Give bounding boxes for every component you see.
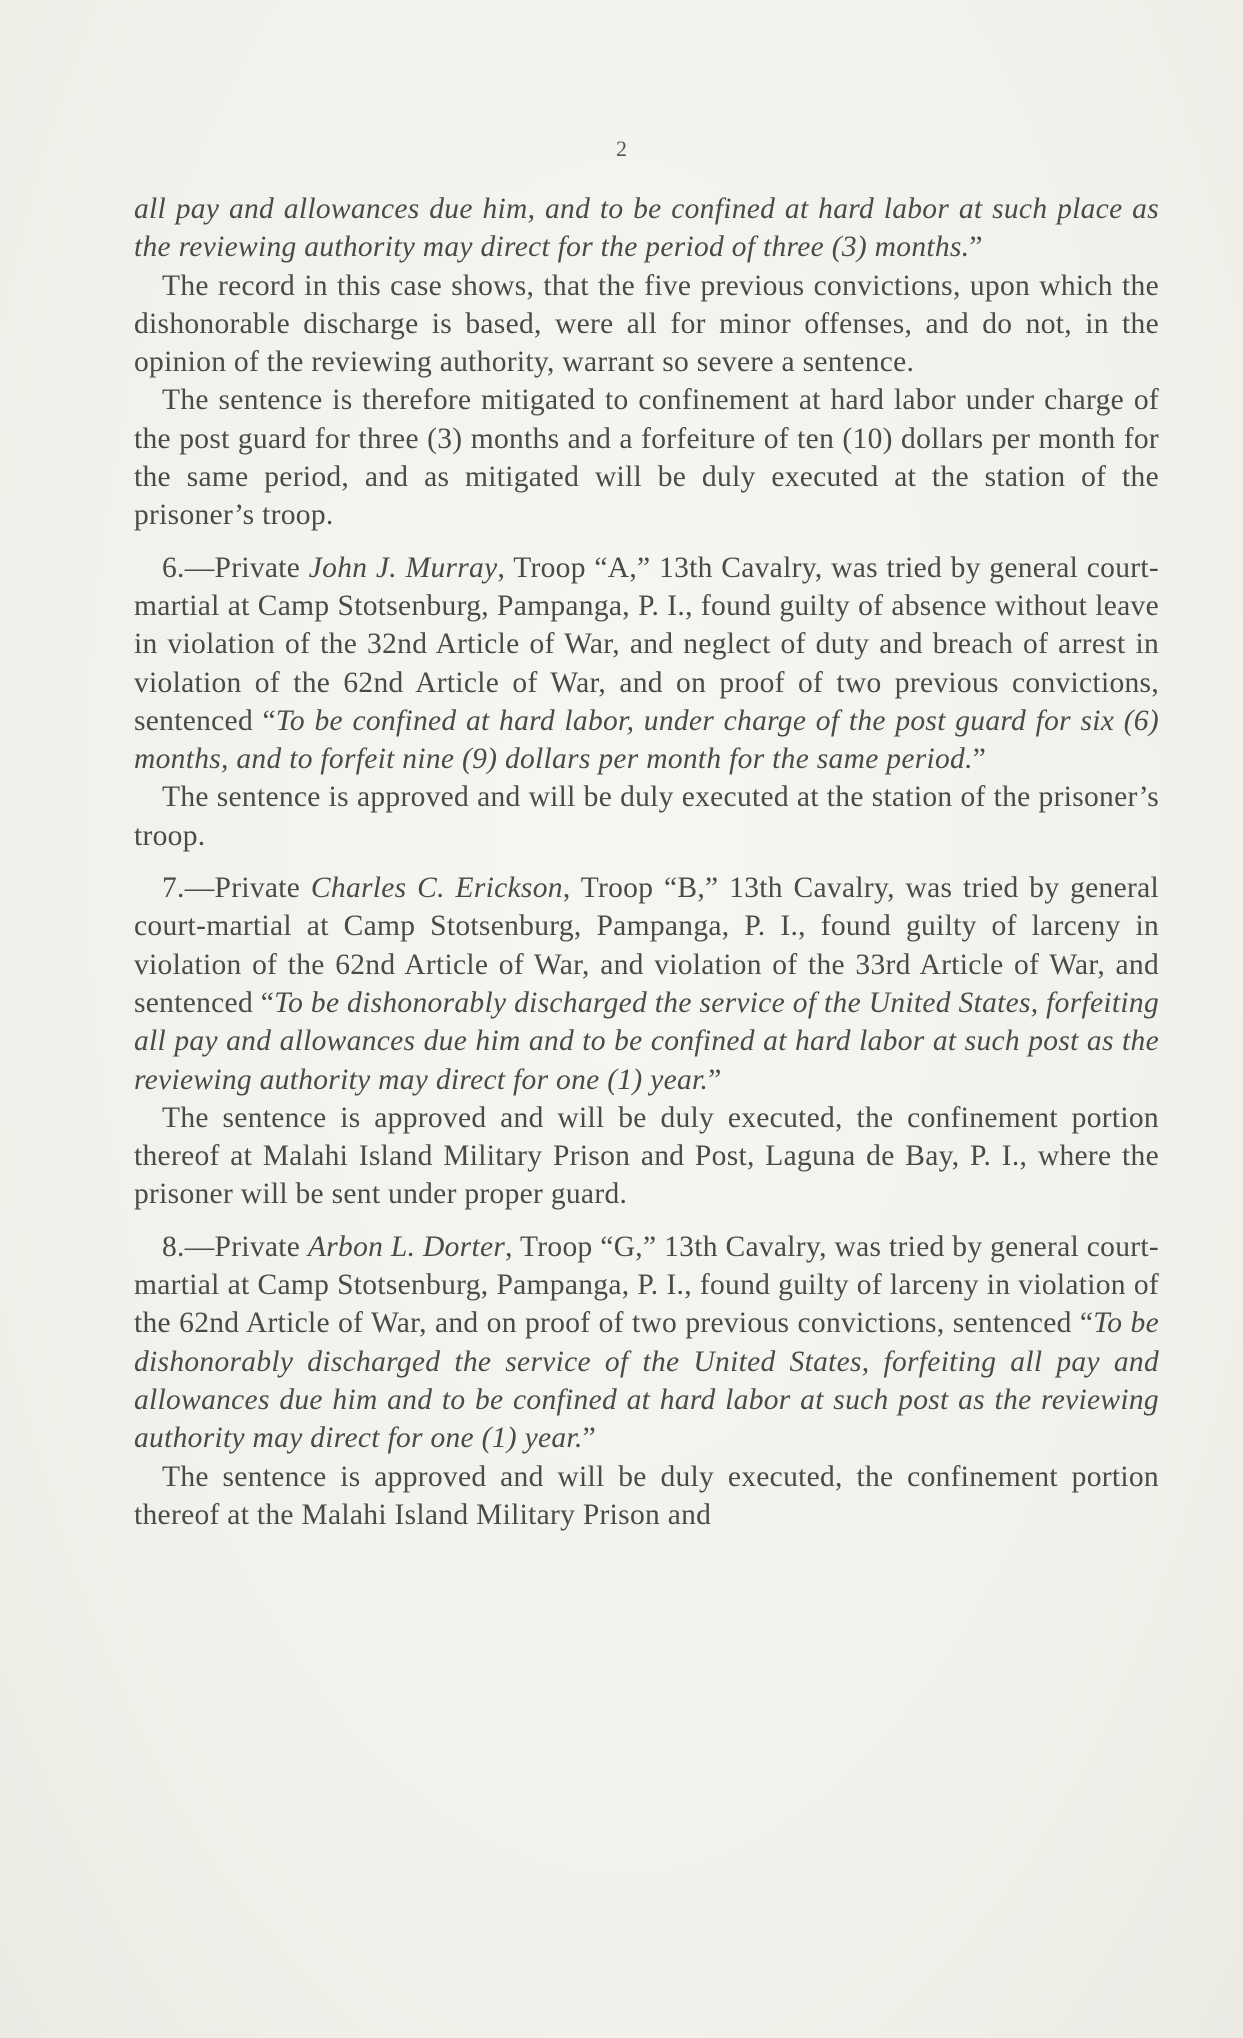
closing-quote: ” (969, 231, 983, 264)
prisoner-name: Charles C. Erickson (310, 872, 563, 905)
case-details: , Troop “B,” 13th Cavalry, was tried by general court-martial at Camp Stotsenburg, Pampanga, P. I., found guilty of larceny in violation of the 62nd Article of War, and violation of the 33rd Article of War, and sentenced “ (134, 872, 1160, 1019)
paragraph-text: The sentence is approved and will be duly executed at the station of the prisoner’s troop. (134, 781, 1159, 852)
paragraph-text: The record in this case shows, that the five previous convictions, upon which the dishonorable discharge is based, were all for minor offenses, and do not, in the opinion of the reviewing authority, warrant so severe a sentence. (134, 269, 1159, 379)
sentence-quote-text: To be dishonorably discharged the service of the United States, forfeiting all pay and allowances due him and to be confined at hard labor at such post as the reviewing authority may direct for one (1) year. (134, 986, 1159, 1096)
paragraph-case-8 (134, 1228, 1159, 1458)
sentence-quote-text: To be confined at hard labor, under charge of the post guard for six (6) months, and to forfeit nine (9) dollars per month for the same period. (134, 704, 1159, 776)
sentence-quote-text: To be dishonorably discharged the service of the United States, forfeiting all pay and allowances due him and to be confined at hard labor at such post as the reviewing authority may direct for one (1) year. (134, 1307, 1159, 1455)
prisoner-name: John J. Murray (308, 551, 498, 584)
paragraph-text: The sentence is approved and will be duly executed, the confinement portion thereof at Malahi Island Military Prison and Post, Laguna de Bay, P. I., where the prisoner will be sent under proper guard. (134, 1101, 1159, 1211)
paragraph-sentence-continuation (134, 190, 1159, 267)
paragraph-text: The sentence is approved and will be duly executed, the confinement portion thereof at the Malahi Island Military Prison and (134, 1460, 1159, 1531)
page-number: 2 (616, 136, 627, 161)
prisoner-name: Arbon L. Dorter (307, 1230, 506, 1263)
case-number-label: 6.—Private (162, 551, 309, 584)
closing-quote: ” (708, 1063, 722, 1096)
case-details: , Troop “G,” 13th Cavalry, was tried by general court-martial at Camp Stotsenburg, Pampanga, P. I., found guilty of larceny in violation of the 62nd Article of War, and on proof of two previous convictions, sentenced “ (134, 1230, 1159, 1340)
closing-quote: ” (582, 1422, 597, 1455)
document-body (134, 190, 1159, 1534)
paragraph-sentence-mitigated (134, 381, 1159, 534)
closing-quote: ” (972, 743, 987, 776)
case-number-label: 8.—Private (162, 1230, 308, 1263)
paragraph-case-6-approval (134, 778, 1159, 855)
paragraph-case-7 (134, 869, 1159, 1099)
case-number-label: 7.—Private (162, 872, 311, 905)
paragraph-case-8-approval (134, 1458, 1159, 1535)
paragraph-record-review (134, 267, 1159, 382)
paragraph-text: The sentence is therefore mitigated to confinement at hard labor under charge of the post guard for three (3) months and a forfeiture of ten (10) dollars per month for the same period, and as mitigated will be duly executed at the station of the prisoner’s troop. (134, 384, 1159, 532)
paragraph-case-6 (134, 549, 1159, 779)
case-details: , Troop “A,” 13th Cavalry, was tried by general court-martial at Camp Stotsenburg, Pampanga, P. I., found guilty of absence without leave in violation of the 32nd Article of War, and neglect of duty and breach of arrest in violation of the 62nd Article of War, and on proof of two previous convictions, sentenced “ (134, 551, 1160, 737)
sentence-quote-text: all pay and allowances due him, and to be confined at hard labor at such place as the reviewing authority may direct for the period of three (3) months. (134, 193, 1159, 264)
paragraph-case-7-approval (134, 1099, 1159, 1214)
